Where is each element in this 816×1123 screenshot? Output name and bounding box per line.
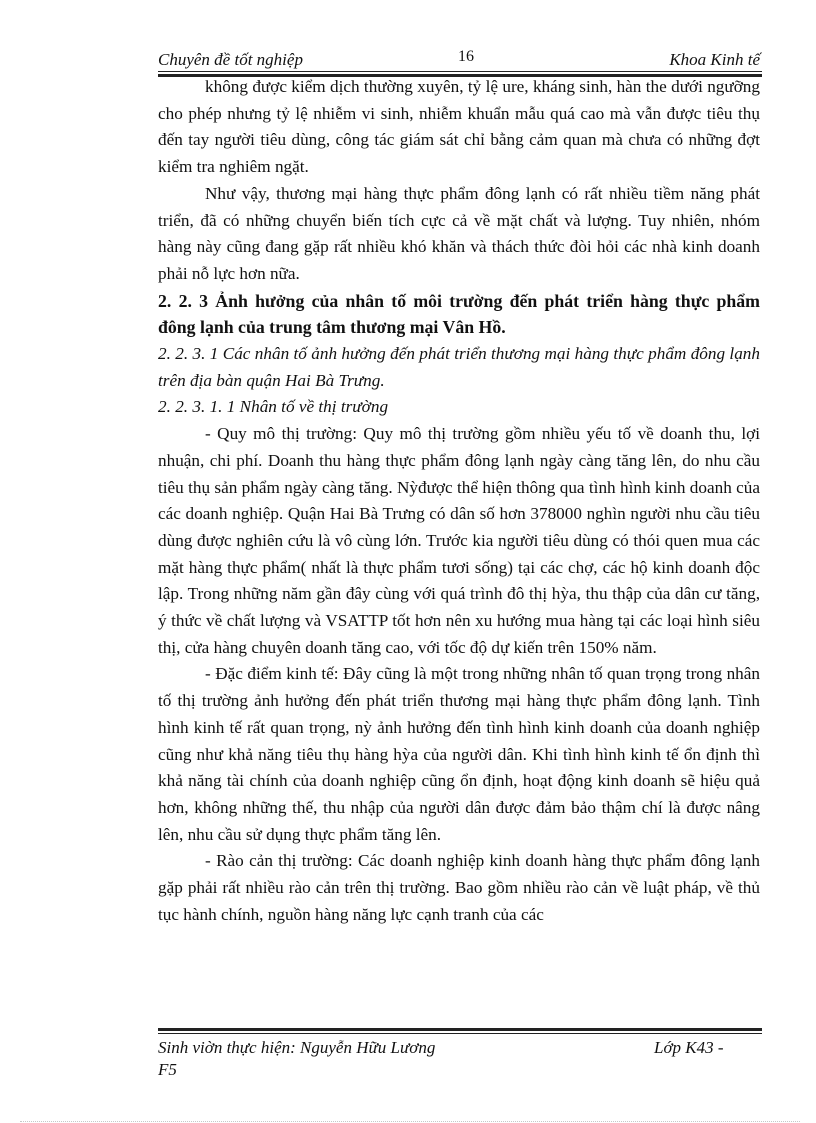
paragraph-continuation: không được kiểm dịch thường xuyên, tỷ lệ ure, kháng sinh, hàn the dưới ngưỡng cho phép nhưng tỷ lệ nhiễm vi sinh, nhiễm khuẩn mẫu quá cao mà vẫn được tiêu thụ đến tay người tiêu dùng, công tác giám sát chỉ bằng cảm quan mà chưa có những đợt kiểm tra nghiêm ngặt. xyxy=(158,77,760,177)
paragraph-economic-features: - Đặc điểm kinh tế: Đây cũng là một trong những nhân tố quan trọng trong nhân tố thị trường ảnh hưởng đến phát triển thương mại hàng thực phẩm đông lạnh. Tình hình kinh tế rất quan trọng, nỳ ảnh hưởng đến tình hình kinh doanh của doanh nghiệp cũng như khả năng tiêu thụ hàng hỳa của người dân. Khi tình hình kinh tế ổn định thì khả năng tài chính của doanh nghiệp cũng ổn định, hoạt động kinh doanh sẽ hiệu quả hơn, không những thế, thu nhập của người dân được đảm bảo thậm chí là được nâng lên, nhu cầu sử dụng thực phẩm tăng lên. xyxy=(158,664,760,844)
footer-student-name: Sinh viờn thực hiện: Nguyễn Hữu Lương xyxy=(158,1038,436,1057)
footer-rule-thick xyxy=(158,1028,762,1031)
footer-class-continuation: F5 xyxy=(158,1060,177,1079)
subsubsection-heading: 2. 2. 3. 1. 1 Nhân tố về thị trường xyxy=(158,397,389,417)
section-heading: 2. 2. 3 Ảnh hưởng của nhân tố môi trường đến phát triển hàng thực phẩm đông lạnh của trung tâm thương mại Vân Hồ. xyxy=(158,290,760,338)
header-rule-thin xyxy=(158,71,762,72)
header-right-title: Khoa Kinh tế xyxy=(669,50,760,69)
page-number: 16 xyxy=(458,48,474,65)
body-text xyxy=(158,74,760,929)
subsection-heading: 2. 2. 3. 1 Các nhân tố ảnh hưởng đến phát triển thương mại hàng thực phẩm đông lạnh trên địa bàn quận Hai Bà Trưng. xyxy=(158,344,760,390)
footer-rule-thin xyxy=(158,1033,762,1034)
header-left-title: Chuyên đề tốt nghiệp xyxy=(158,50,303,69)
page-bottom-border xyxy=(20,1121,800,1122)
paragraph-summary: Như vậy, thương mại hàng thực phẩm đông lạnh có rất nhiều tiềm năng phát triển, đã có những chuyển biến tích cực cả về mặt chất và lượng. Tuy nhiên, nhóm hàng này cũng đang gặp rất nhiều khó khăn và thách thức đòi hỏi các nhà kinh doanh phải nỗ lực hơn nữa. xyxy=(158,183,760,283)
paragraph-market-barriers: - Rào cản thị trường: Các doanh nghiệp kinh doanh hàng thực phẩm đông lạnh gặp phải rất nhiều rào cản trên thị trường. Bao gồm nhiều rào cản về luật pháp, về thủ tục hành chính, nguồn hàng năng lực cạnh tranh của các xyxy=(158,851,760,924)
footer-class: Lớp K43 - xyxy=(654,1038,724,1057)
paragraph-market-size: - Quy mô thị trường: Quy mô thị trường gồm nhiều yếu tố về doanh thu, lợi nhuận, chi phí. Doanh thu hàng thực phẩm đông lạnh ngày càng tăng lên, do nhu cầu tiêu thụ sản phẩm ngày càng tăng. Nỳđược thể hiện thông qua tình hình kinh doanh của các doanh nghiệp. Quận Hai Bà Trưng có dân số hơn 378000 nghìn người nhu cầu tiêu dùng được nghiên cứu là vô cùng lớn. Trước kia người tiêu dùng có thói quen mua các mặt hàng thực phẩm( nhất là thực phẩm tươi sống) tại các chợ, các hộ kinh doanh độc lập. Trong những năm gần đây cùng với quá trình đô thị hỳa, thu thập của dân cư tăng, ý thức về chất lượng và VSATTP tốt hơn nên xu hướng mua hàng tại các loại hình siêu thị, cửa hàng chuyên doanh tăng cao, với tốc độ dự kiến trên 150% năm. xyxy=(158,424,760,657)
